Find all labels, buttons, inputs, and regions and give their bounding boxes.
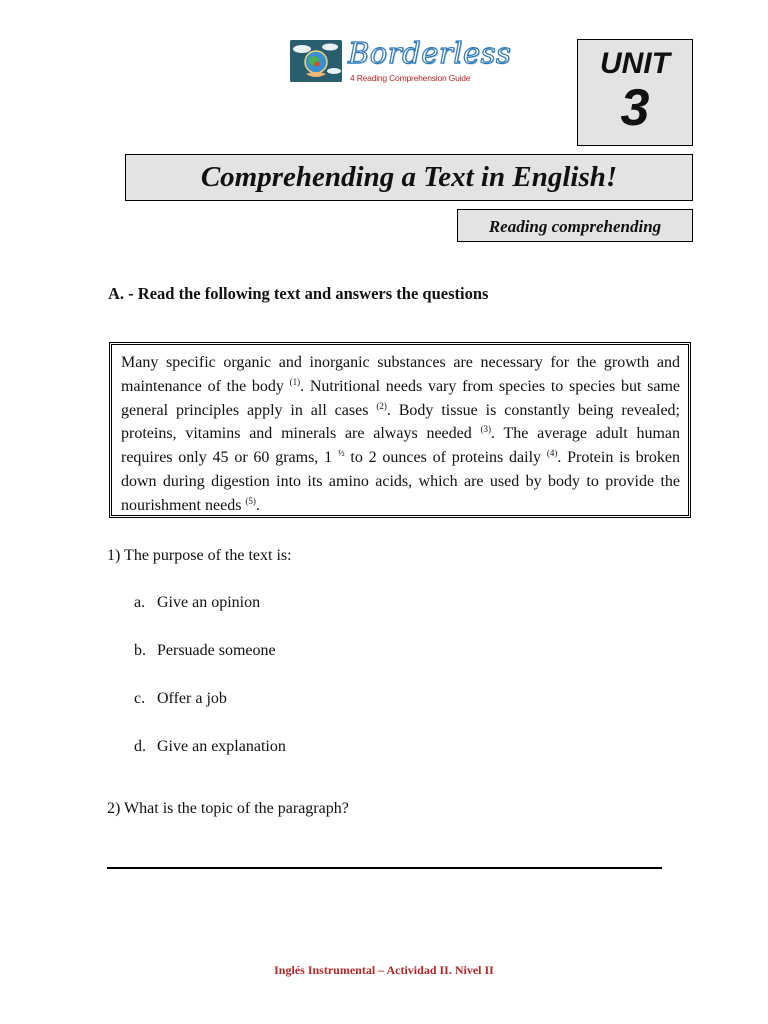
option-text: Persuade someone xyxy=(157,642,276,659)
passage-text: Many specific organic and inorganic substances are necessary for the growth and maintenance of the body xyxy=(121,354,680,395)
option-text: Give an explanation xyxy=(157,738,286,755)
logo-tagline: 4 Reading Comprehension Guide xyxy=(350,73,471,83)
question-1-option-b[interactable] xyxy=(134,642,276,660)
passage-text: . xyxy=(255,496,260,514)
unit-badge xyxy=(577,39,693,146)
footnote-ref: (5) xyxy=(245,495,256,506)
question-2-prompt: 2) What is the topic of the paragraph? xyxy=(107,800,349,817)
question-1-prompt: 1) The purpose of the text is: xyxy=(107,547,292,564)
unit-number: 3 xyxy=(620,79,650,137)
passage-text: . Body tissue is constantly being revealed; proteins, vitamins and minerals are always needed xyxy=(121,401,680,443)
passage-text: . The average adult human requires only 45 or 60 grams, 1 xyxy=(121,425,681,467)
answer-line[interactable] xyxy=(107,867,662,869)
question-1-option-a[interactable] xyxy=(134,594,260,612)
section-heading: A. - Read the following text and answers the questions xyxy=(108,284,489,303)
page-subtitle: Reading comprehending xyxy=(457,209,693,242)
question-1-option-c[interactable] xyxy=(134,690,227,708)
question-1-option-d[interactable] xyxy=(134,738,286,756)
passage-text: . Protein is broken down during digestion into its amino acids, which are used by body to provide the nourishment needs xyxy=(121,449,681,514)
globe-hand-icon xyxy=(290,40,342,82)
option-letter: d. xyxy=(134,738,146,755)
reading-passage-box xyxy=(109,342,691,518)
passage-text: . Nutritional needs vary from species to species but same general principles apply in all cases xyxy=(121,377,681,419)
fraction-half: ½ xyxy=(337,448,345,459)
unit-label: UNIT xyxy=(600,47,670,80)
reading-passage xyxy=(121,351,680,518)
option-text: Offer a job xyxy=(157,690,227,707)
page-footer: Inglés Instrumental – Actividad II. Nivel II xyxy=(274,963,494,977)
footnote-ref: (4) xyxy=(546,448,558,459)
footnote-ref: (1) xyxy=(289,376,301,387)
footnote-ref: (3) xyxy=(480,424,492,435)
borderless-logo xyxy=(290,36,512,86)
logo-wordmark: Borderless xyxy=(348,36,512,70)
page-title: Comprehending a Text in English! xyxy=(125,154,693,201)
footnote-ref: (2) xyxy=(376,400,387,411)
passage-text: to 2 ounces of proteins daily xyxy=(344,449,547,467)
option-letter: a. xyxy=(134,594,146,611)
option-text: Give an opinion xyxy=(157,594,261,611)
option-letter: c. xyxy=(134,690,146,707)
option-letter: b. xyxy=(134,642,146,659)
